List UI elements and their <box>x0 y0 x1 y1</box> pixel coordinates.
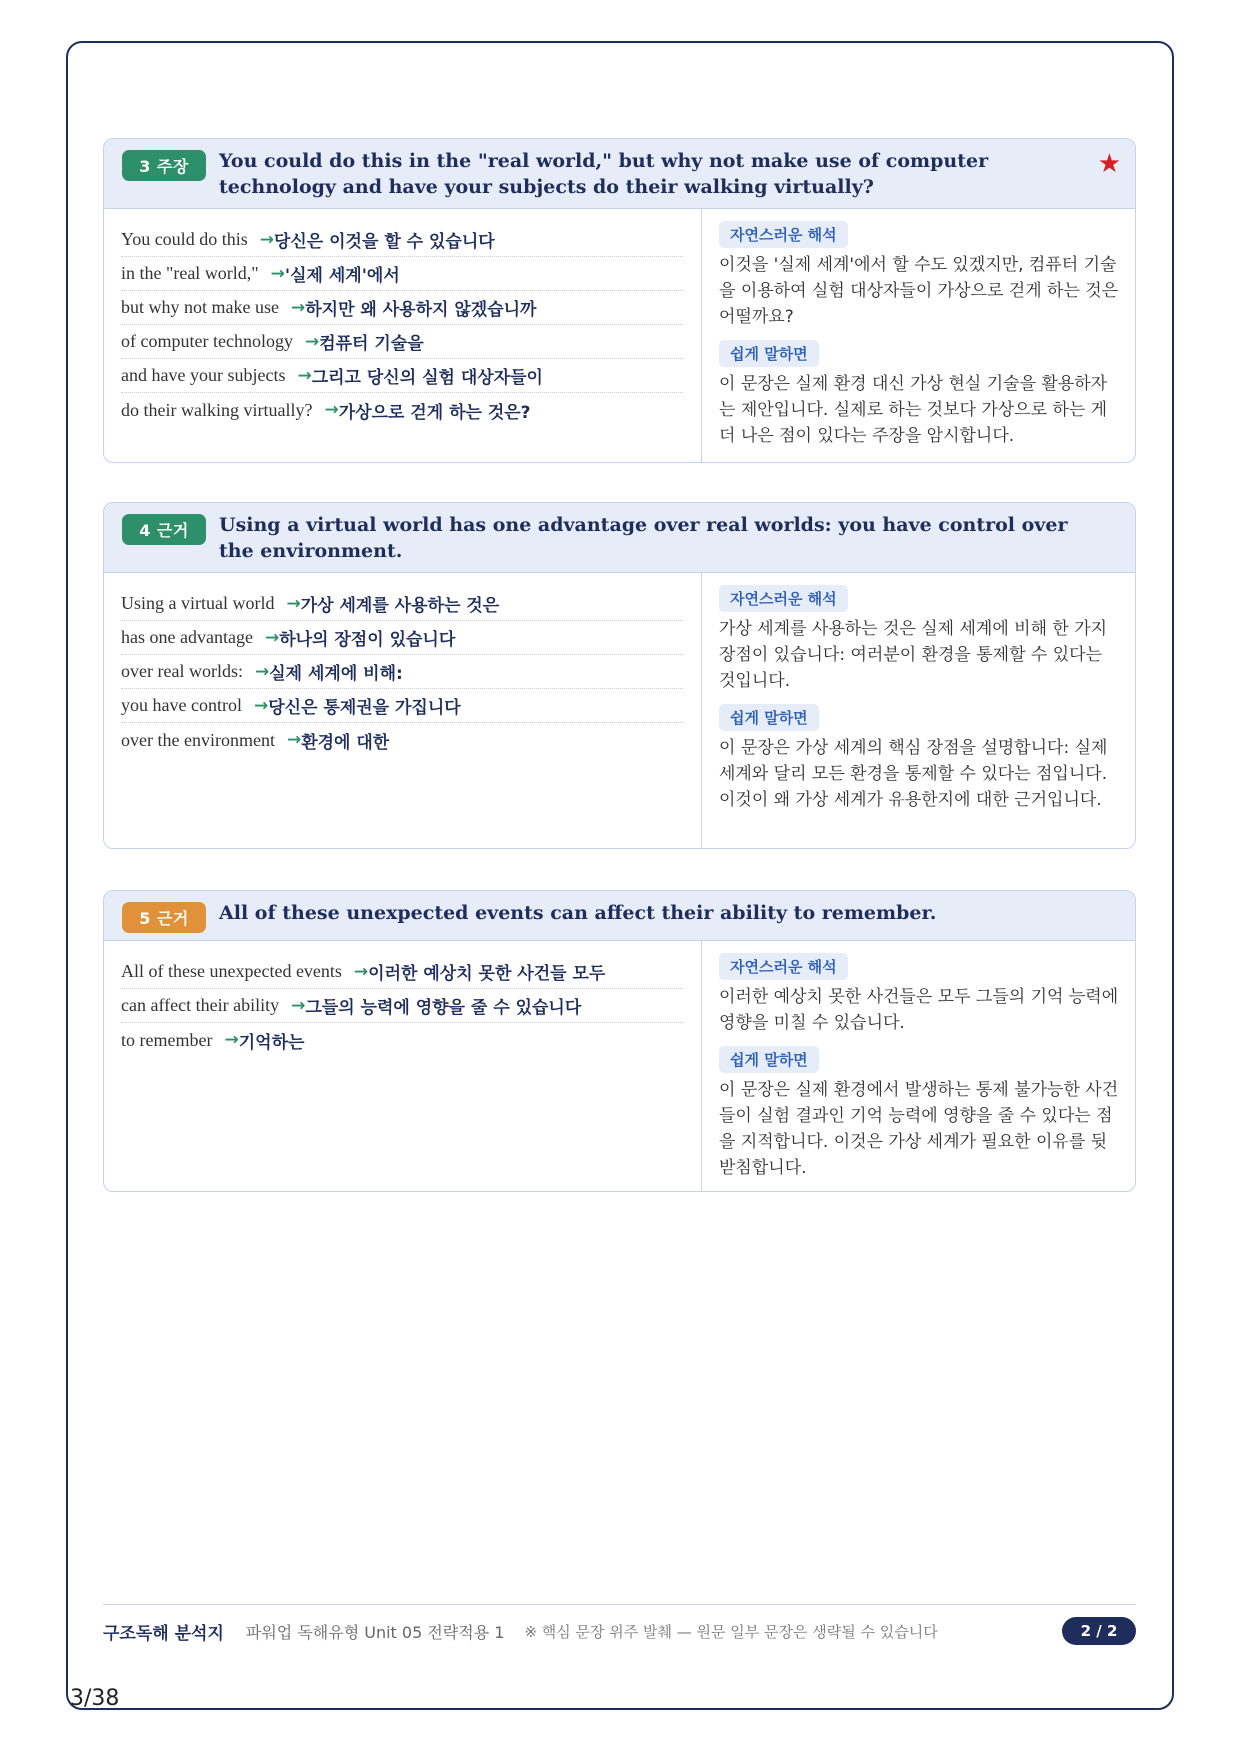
arrow-icon: → <box>304 331 320 352</box>
arrow-icon: → <box>270 263 285 284</box>
card-body <box>104 209 1135 462</box>
arrow-icon: → <box>286 593 301 614</box>
chunk-ko: 그리고 당신의 실험 대상자들이 <box>311 368 543 388</box>
chunk-en: in the "real world," <box>121 263 259 283</box>
chunk-ko: 당신은 통제권을 가집니다 <box>268 698 461 718</box>
simple-explanation-tag: 쉽게 말하면 <box>719 704 819 731</box>
natural-translation-tag: 자연스러운 해석 <box>719 953 848 980</box>
chunk-ko: 기억하는 <box>238 1032 305 1053</box>
page-count: 3/38 <box>70 1686 120 1711</box>
chunk-ko: 가상 세계를 사용하는 것은 <box>300 596 500 616</box>
chunk-ko: '실제 세계'에서 <box>284 266 400 286</box>
chunk-en: You could do this <box>121 229 248 249</box>
chunk-row <box>121 955 683 989</box>
interpretation-panel <box>702 941 1135 1191</box>
arrow-icon: → <box>264 627 280 648</box>
chunk-row <box>121 257 683 291</box>
section-badge: 3 주장 <box>122 150 206 181</box>
chunk-row <box>121 587 683 621</box>
chunk-ko: 이러한 예상치 못한 사건들 모두 <box>368 964 606 984</box>
chunk-en: you have control <box>121 695 242 715</box>
chunk-row <box>121 655 683 689</box>
arrow-icon: → <box>254 661 270 682</box>
chunk-en: and have your subjects <box>121 365 286 385</box>
chunk-row <box>121 989 683 1023</box>
chunk-row <box>121 359 683 393</box>
simple-explanation-text: 이 문장은 실제 환경에서 발생하는 통제 불가능한 사건들이 실험 결과인 기억 능력에 영향을 줄 수 있다는 점을 지적합니다. 이것은 가상 세계가 필요한 이유를 뒷받침합니다. <box>719 1080 1119 1178</box>
chunk-row <box>121 393 683 427</box>
sentence-card-3 <box>103 138 1136 463</box>
arrow-icon: → <box>297 365 312 386</box>
footer-note: ※ 핵심 문장 위주 발췌 — 원문 일부 문장은 생략될 수 있습니다 <box>524 1622 938 1641</box>
arrow-icon: → <box>324 400 339 420</box>
interpretation-panel <box>702 209 1135 462</box>
chunk-ko: 실제 세계에 비해: <box>269 664 403 684</box>
chunk-en: but why not make use <box>121 297 279 317</box>
chunk-list <box>104 941 702 1191</box>
chunk-ko: 환경에 대한 <box>301 732 390 753</box>
card-header <box>104 891 1135 941</box>
natural-translation-tag: 자연스러운 해석 <box>719 221 848 248</box>
chunk-row <box>121 621 683 655</box>
arrow-icon: → <box>353 961 369 982</box>
sentence-headline: Using a virtual world has one advantage over real worlds: you have control over the environment. <box>219 514 1068 562</box>
chunk-row <box>121 325 683 359</box>
natural-translation-tag: 자연스러운 해석 <box>719 585 848 612</box>
sentence-headline: All of these unexpected events can affect their ability to remember. <box>219 902 937 924</box>
simple-explanation-tag: 쉽게 말하면 <box>719 1046 819 1073</box>
chunk-list <box>104 209 702 462</box>
chunk-en: can affect their ability <box>121 995 280 1015</box>
chunk-en: over the environment <box>121 729 275 750</box>
arrow-icon: → <box>253 695 269 716</box>
chunk-list <box>104 573 702 848</box>
natural-translation-text: 가상 세계를 사용하는 것은 실제 세계에 비해 한 가지 장점이 있습니다: 여러분이 환경을 통제할 수 있다는 것입니다. <box>719 619 1108 691</box>
footer-title: 구조독해 분석지 <box>103 1623 224 1644</box>
arrow-icon: → <box>291 995 306 1016</box>
card-header <box>104 503 1135 573</box>
sentence-headline: You could do this in the "real world," but why not make use of computer technology and have your subjects do their walking virtually? <box>219 150 989 198</box>
footer-divider <box>103 1604 1136 1605</box>
chunk-ko: 하나의 장점이 있습니다 <box>279 630 456 650</box>
chunk-ko: 당신은 이것을 할 수 있습니다 <box>273 232 495 252</box>
chunk-en: to remember <box>121 1029 213 1050</box>
chunk-row <box>121 291 683 325</box>
chunk-en: has one advantage <box>121 627 253 647</box>
chunk-ko: 가상으로 걷게 하는 것은? <box>338 402 531 423</box>
star-icon: ★ <box>1097 149 1121 179</box>
section-badge: 4 근거 <box>122 514 206 545</box>
card-body <box>104 941 1135 1191</box>
chunk-en: do their walking virtually? <box>121 399 313 420</box>
chunk-en: Using a virtual world <box>121 593 275 613</box>
page-indicator: 2 / 2 <box>1062 1617 1136 1645</box>
simple-explanation-text: 이 문장은 실제 환경 대신 가상 현실 기술을 활용하자는 제안입니다. 실제로 하는 것보다 가상으로 하는 게 더 나은 점이 있다는 주장을 암시합니다. <box>719 374 1108 446</box>
simple-explanation-text: 이 문장은 가상 세계의 핵심 장점을 설명합니다: 실제 세계와 달리 모든 환경을 통제할 수 있다는 점입니다. 이것이 왜 가상 세계가 유용한지에 대한 근거입니다. <box>719 738 1108 810</box>
chunk-ko: 하지만 왜 사용하지 않겠습니까 <box>305 300 537 320</box>
natural-translation-text: 이것을 '실제 세계'에서 할 수도 있겠지만, 컴퓨터 기술을 이용하여 실험 대상자들이 가상으로 걷게 하는 것은 어떨까요? <box>719 255 1119 327</box>
natural-translation-text: 이러한 예상치 못한 사건들은 모두 그들의 기억 능력에 영향을 미칠 수 있습니다. <box>719 987 1119 1033</box>
card-header <box>104 139 1135 209</box>
chunk-ko: 그들의 능력에 영향을 줄 수 있습니다 <box>305 998 582 1018</box>
chunk-row <box>121 689 683 723</box>
arrow-icon: → <box>224 1030 239 1050</box>
footer-subtitle: 파워업 독해유형 Unit 05 전략적용 1 <box>245 1622 505 1642</box>
footer <box>103 1614 1136 1648</box>
interpretation-panel <box>702 573 1135 848</box>
chunk-ko: 컴퓨터 기술을 <box>319 334 424 354</box>
sentence-card-5 <box>103 890 1136 1192</box>
chunk-en: over real worlds: <box>121 661 243 681</box>
chunk-en: All of these unexpected events <box>121 961 342 981</box>
simple-explanation-tag: 쉽게 말하면 <box>719 340 819 367</box>
sentence-card-4 <box>103 502 1136 849</box>
chunk-en: of computer technology <box>121 331 293 351</box>
arrow-icon: → <box>259 229 274 250</box>
chunk-row <box>121 223 683 257</box>
chunk-row <box>121 1023 683 1057</box>
chunk-row <box>121 723 683 757</box>
arrow-icon: → <box>290 297 306 318</box>
arrow-icon: → <box>286 730 302 750</box>
section-badge: 5 근거 <box>122 902 206 933</box>
card-body <box>104 573 1135 848</box>
